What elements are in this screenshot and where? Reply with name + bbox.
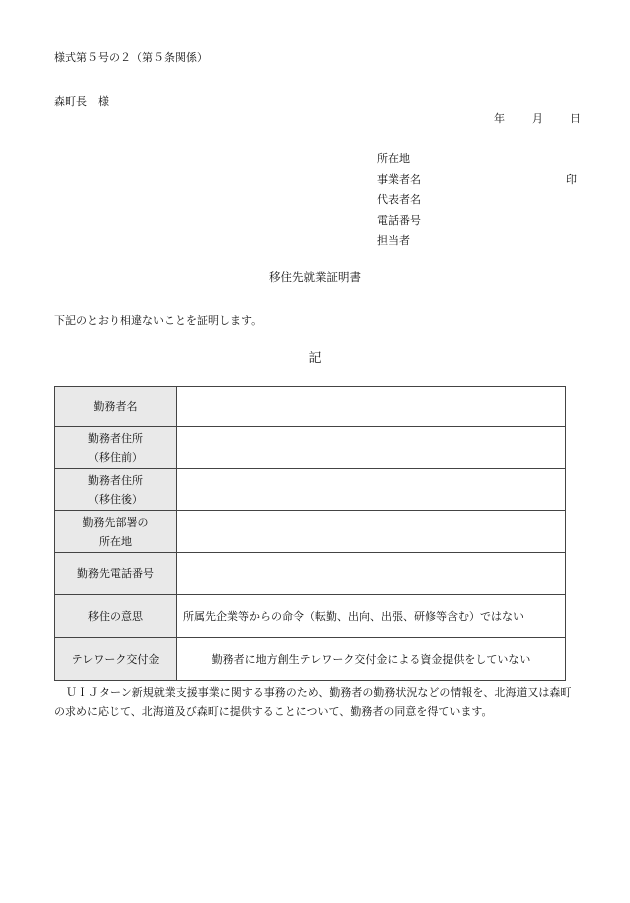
addressee: 森町長 様 bbox=[54, 95, 109, 108]
workplace-line2: 所在地 bbox=[99, 534, 132, 548]
row-label-address-after bbox=[55, 469, 177, 511]
table-row bbox=[55, 511, 566, 553]
date-month-label: 月 bbox=[532, 112, 543, 125]
applicant-contact-label: 担当者 bbox=[377, 234, 410, 247]
row-label-worker-name: 勤務者名 bbox=[55, 387, 177, 427]
applicant-block bbox=[377, 149, 577, 252]
applicant-representative-label: 代表者名 bbox=[377, 193, 421, 206]
address-after-line2: （移住後） bbox=[88, 492, 143, 506]
date-year-label: 年 bbox=[494, 112, 505, 125]
table-row bbox=[55, 595, 566, 638]
ki-heading: 記 bbox=[308, 351, 322, 366]
telework-statement: 勤務者に地方創生テレワーク交付金による資金提供をしていない bbox=[177, 638, 566, 681]
table-row bbox=[55, 638, 566, 681]
address-before-field[interactable] bbox=[177, 427, 566, 469]
address-after-line1: 勤務者住所 bbox=[88, 473, 143, 487]
workplace-phone-field[interactable] bbox=[177, 553, 566, 595]
row-label-address-before bbox=[55, 427, 177, 469]
certification-table bbox=[54, 386, 566, 681]
row-label-telework-grant: テレワーク交付金 bbox=[55, 638, 177, 681]
consent-text: ＵＩＪターン新規就業支援事業に関する事務のため、勤務者の勤務状況などの情報を、北海道又は森町の求めに応じて、北海道及び森町に提供することについて、勤務者の同意を得ています。 bbox=[54, 686, 572, 718]
table-row bbox=[55, 553, 566, 595]
table-row bbox=[55, 469, 566, 511]
row-label-workplace-location bbox=[55, 511, 177, 553]
row-label-intention: 移住の意思 bbox=[55, 595, 177, 638]
form-number: 様式第５号の２（第５条関係） bbox=[54, 51, 208, 64]
row-label-workplace-phone: 勤務先電話番号 bbox=[55, 553, 177, 595]
workplace-location-field[interactable] bbox=[177, 511, 566, 553]
table-row bbox=[55, 387, 566, 427]
address-before-line2: （移住前） bbox=[88, 450, 143, 464]
applicant-business-name-row bbox=[377, 170, 577, 191]
applicant-address-label: 所在地 bbox=[377, 152, 410, 165]
intro-text: 下記のとおり相違ないことを証明します。 bbox=[54, 314, 263, 327]
worker-name-field[interactable] bbox=[177, 387, 566, 427]
address-before-line1: 勤務者住所 bbox=[88, 431, 143, 445]
workplace-line1: 勤務先部署の bbox=[82, 515, 149, 529]
table-row bbox=[55, 427, 566, 469]
intention-statement: 所属先企業等からの命令（転勤、出向、出張、研修等含む）ではない bbox=[177, 595, 566, 638]
applicant-business-name-label: 事業者名 bbox=[377, 172, 421, 186]
address-after-field[interactable] bbox=[177, 469, 566, 511]
seal-mark: 印 bbox=[566, 172, 577, 186]
document-title: 移住先就業証明書 bbox=[269, 270, 361, 284]
date-line bbox=[494, 110, 581, 126]
date-day-label: 日 bbox=[570, 112, 581, 125]
applicant-phone-label: 電話番号 bbox=[377, 213, 421, 227]
